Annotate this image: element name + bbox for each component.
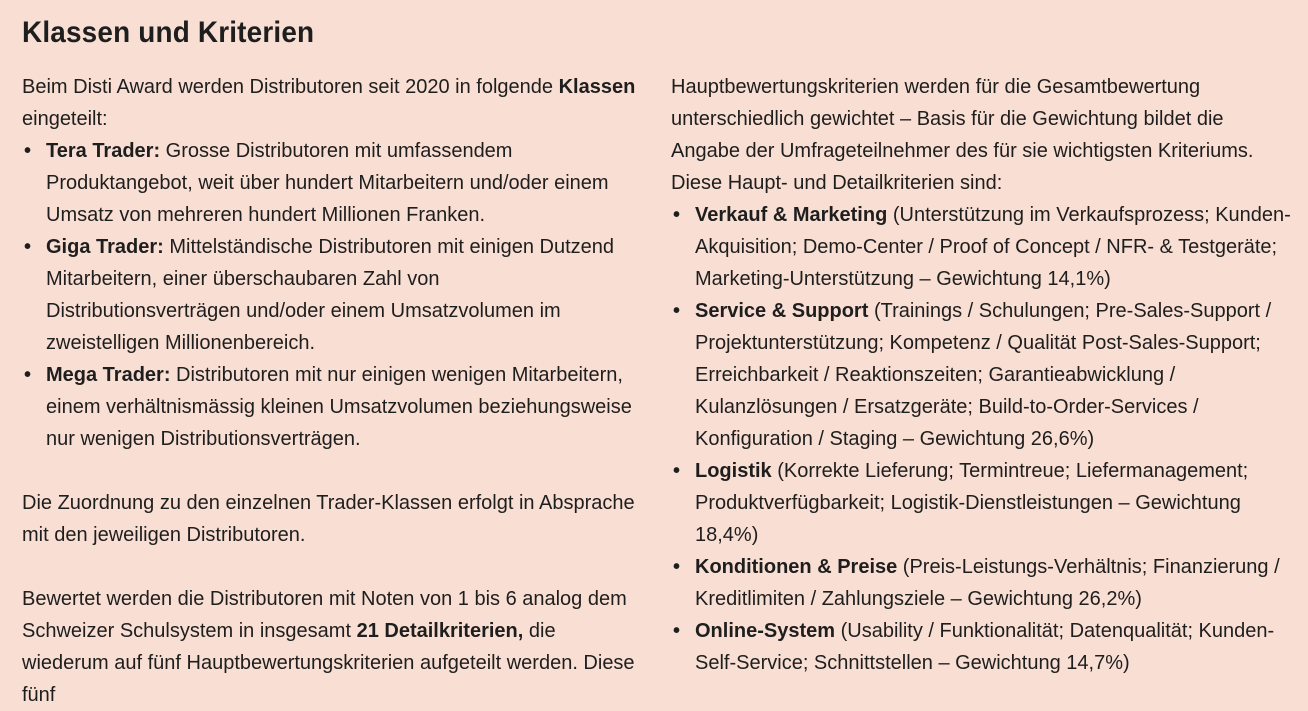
criterion-item: • Service & Support (Trainings / Schulungen; Pre-Sales-Support / Projektunterstützung; Kompetenz / Qualität Post-Sales-Support; Erreichbarkeit / Reaktionszeiten; Garantieabwicklung / Kulanzlösungen / Ersatzgeräte; Build-to-Order-Services / Konfiguration / Staging – Gewichtung 26,6%) bbox=[671, 295, 1293, 455]
bullet-icon: • bbox=[673, 300, 681, 322]
bullet-icon: • bbox=[673, 556, 681, 578]
classes-intro: Beim Disti Award werden Distributoren seit 2020 in folgende Klassen eingeteilt: bbox=[22, 76, 636, 130]
criteria-intro: Hauptbewertungskriterien werden für die Gesamtbewertung unterschiedlich gewichtet – Basis für die Gewichtung bildet die Angabe der Umfrageteilnehmer des für sie wichtigsten Kriteriums. Diese Haupt- und Detailkriterien sind: bbox=[671, 76, 1254, 194]
box-title: Klassen und Kriterien bbox=[22, 16, 315, 49]
rating-paragraph: Bewertet werden die Distributoren mit Noten von 1 bis 6 analog dem Schweizer Schulsystem in insgesamt 21 Detailkriterien, die wiederum auf fünf Hauptbewertungskriterien aufgeteilt werden. Diese fünf bbox=[22, 588, 635, 706]
right-column bbox=[671, 71, 1293, 679]
classes-list bbox=[22, 135, 638, 455]
criterion-item: • Logistik (Korrekte Lieferung; Termintreue; Liefermanagement; Produktverfügbarkeit; Logistik-Dienstleistungen – Gewichtung 18,4%) bbox=[671, 455, 1293, 551]
criterion-item: • Konditionen & Preise (Preis-Leistungs-Verhältnis; Finanzierung / Kreditlimiten / Zahlungsziele – Gewichtung 26,2%) bbox=[671, 551, 1293, 615]
bullet-icon: • bbox=[673, 620, 681, 642]
criteria-list bbox=[671, 199, 1293, 679]
criterion-item: • Verkauf & Marketing (Unterstützung im Verkaufsprozess; Kunden-Akquisition; Demo-Center / Proof of Concept / NFR- & Testgeräte; Marketing-Unterstützung – Gewichtung 14,1%) bbox=[671, 199, 1293, 295]
left-column bbox=[22, 71, 638, 711]
criterion-item: • Online-System (Usability / Funktionalität; Datenqualität; Kunden-Self-Service; Schnittstellen – Gewichtung 14,7%) bbox=[671, 615, 1293, 679]
bullet-icon: • bbox=[673, 204, 681, 226]
bullet-icon: • bbox=[673, 460, 681, 482]
bullet-icon: • bbox=[24, 236, 32, 258]
class-item-tera: • Tera Trader: Grosse Distributoren mit umfassendem Produktangebot, weit über hundert Mitarbeitern und/oder einem Umsatz von mehreren hundert Millionen Franken. bbox=[22, 135, 638, 231]
class-item-giga: • Giga Trader: Mittelständische Distributoren mit einigen Dutzend Mitarbeitern, einer überschaubaren Zahl von Distributionsverträgen und/oder einem Umsatzvolumen im zweistelligen Millionenbereich. bbox=[22, 231, 638, 359]
class-item-mega: • Mega Trader: Distributoren mit nur einigen wenigen Mitarbeitern, einem verhältnismässig kleinen Umsatzvolumen beziehungsweise nur wenigen Distributionsverträgen. bbox=[22, 359, 638, 455]
bullet-icon: • bbox=[24, 364, 32, 386]
assignment-paragraph: Die Zuordnung zu den einzelnen Trader-Klassen erfolgt in Absprache mit den jeweiligen Distributoren. bbox=[22, 492, 635, 546]
bullet-icon: • bbox=[24, 140, 32, 162]
